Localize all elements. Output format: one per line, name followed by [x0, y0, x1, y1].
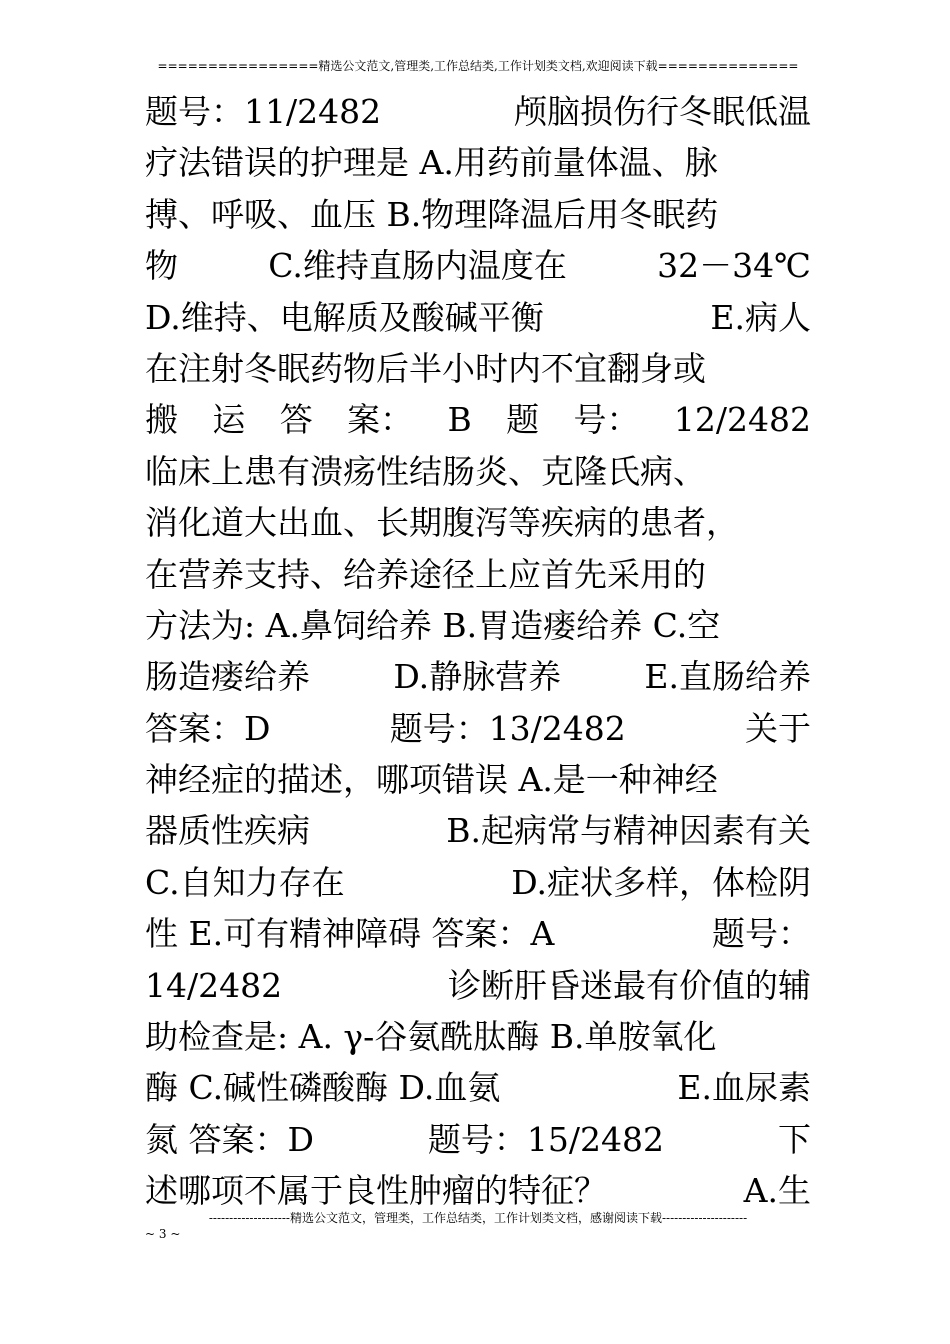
text-segment: 下 [777, 1119, 811, 1159]
text-segment: 14/2482 [145, 965, 283, 1005]
text-segment: 临床上患有溃疡性结肠炎、克隆氏病、 [145, 451, 706, 491]
text-segment: 在营养支持、给养途径上应首先采用的 [145, 554, 706, 594]
text-segment: A.生 [743, 1171, 811, 1211]
text-line [145, 805, 811, 856]
text-line [145, 240, 811, 291]
text-segment: 搬 [145, 400, 178, 440]
text-line [145, 137, 811, 188]
text-line [145, 497, 811, 548]
text-segment: 性 E.可有精神障碍 答案：A [145, 914, 555, 954]
text-line [145, 908, 811, 959]
text-segment: D.维持、电解质及酸碱平衡 [145, 297, 544, 337]
text-line [145, 857, 811, 908]
text-segment: 述哪项不属于良性肿瘤的特征？ [145, 1171, 607, 1211]
text-segment: 神经症的描述，哪项错误 A.是一种神经 [145, 760, 718, 800]
text-segment: 题号： [712, 914, 811, 954]
text-segment: B.起病常与精神因素有关 [446, 811, 811, 851]
text-segment: E.病人 [710, 297, 811, 337]
text-segment: 器质性疾病 [145, 811, 310, 851]
text-line [145, 343, 811, 394]
text-line [145, 1114, 811, 1165]
text-line [145, 446, 811, 497]
text-segment: 氮 答案：D [145, 1119, 314, 1159]
text-segment: 答案：D [145, 708, 271, 748]
text-line [145, 86, 811, 137]
text-segment: 在注射冬眠药物后半小时内不宜翻身或 [145, 348, 706, 388]
text-segment: 32－34℃ [657, 246, 811, 286]
text-segment: E.血尿素 [677, 1068, 811, 1108]
text-segment: D.静脉营养 [393, 657, 562, 697]
text-line [145, 1062, 811, 1113]
page-number: ~ 3 ~ [145, 1227, 181, 1241]
text-line [145, 394, 811, 445]
text-line [145, 754, 811, 805]
text-segment: 疗法错误的护理是 A.用药前量体温、脉 [145, 143, 718, 183]
text-line [145, 189, 811, 240]
text-segment: 颅脑损伤行冬眠低温 [514, 92, 811, 131]
text-segment: B [447, 400, 472, 440]
text-line [145, 651, 811, 702]
page-header: ================精选公文范文,管理类,工作总结类,工作计划类文档,欢迎阅读下载============== [157, 59, 799, 73]
text-line [145, 292, 811, 343]
text-segment: 12/2482 [673, 400, 811, 440]
text-line [145, 703, 811, 754]
text-segment: 方法为: A.鼻饲给养 B.胃造瘘给养 C.空 [145, 605, 721, 645]
text-segment: 题 [506, 400, 540, 440]
document-body [145, 86, 811, 1217]
text-segment: 题号：13/2482 [389, 708, 626, 748]
text-segment: 消化道大出血、长期腹泻等疾病的患者， [145, 503, 739, 543]
text-segment: 题号：11/2482 [145, 92, 382, 131]
text-segment: 助检查是: A. γ-谷氨酰肽酶 B.单胺氧化 [145, 1017, 717, 1057]
text-segment: 关于 [745, 708, 811, 748]
text-segment: D.症状多样，体检阴 [511, 862, 811, 902]
text-line [145, 549, 811, 600]
text-line [145, 1165, 811, 1216]
text-line [145, 1011, 811, 1062]
text-segment: 酶 C.碱性磷酸酶 D.血氨 [145, 1068, 501, 1108]
text-segment: 答 [279, 400, 313, 440]
text-segment: C.维持直肠内温度在 [268, 246, 567, 286]
text-segment: 诊断肝昏迷最有价值的辅 [448, 965, 811, 1005]
text-segment: C.自知力存在 [145, 862, 345, 902]
text-segment: 搏、呼吸、血压 B.物理降温后用冬眠药 [145, 194, 719, 234]
text-segment: 案： [347, 400, 414, 440]
page-footer: --------------------精选公文范文，管理类，工作总结类，工作计划类文档，感谢阅读下载--------------------- [208, 1211, 748, 1225]
text-segment: E.直肠给养 [644, 657, 811, 697]
text-segment: 肠造瘘给养 [145, 657, 310, 697]
text-segment: 运 [212, 400, 246, 440]
text-line [145, 960, 811, 1011]
text-segment: 号： [573, 400, 640, 440]
text-line [145, 600, 811, 651]
text-segment: 题号：15/2482 [427, 1119, 665, 1159]
text-segment: 物 [145, 246, 178, 286]
